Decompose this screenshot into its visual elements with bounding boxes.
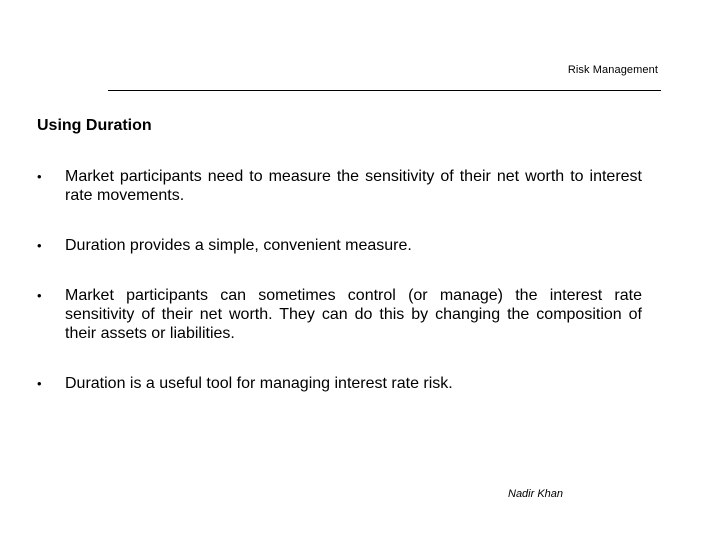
- bullet-item: [37, 286, 642, 343]
- bullet-text: Market participants need to measure the sensitivity of their net worth to interest rate movements.: [65, 168, 642, 204]
- header-divider: [108, 90, 661, 91]
- bullet-item: [37, 167, 642, 205]
- slide-title: Using Duration: [37, 117, 152, 134]
- bullet-marker: •: [37, 288, 42, 303]
- bullet-text: Duration is a useful tool for managing interest rate risk.: [65, 375, 453, 392]
- bullet-list: [37, 167, 642, 424]
- bullet-text: Market participants can sometimes control (or manage) the interest rate sensitivity of their net worth. They can do this by changing the composition of their assets or liabilities.: [65, 287, 642, 342]
- header-section-label: Risk Management: [567, 64, 658, 76]
- bullet-item: [37, 236, 642, 255]
- bullet-marker: •: [37, 238, 42, 253]
- bullet-marker: •: [37, 376, 42, 391]
- bullet-marker: •: [37, 169, 42, 184]
- author-signature: Nadir Khan: [508, 488, 564, 500]
- bullet-item: [37, 374, 642, 393]
- bullet-text: Duration provides a simple, convenient measure.: [65, 237, 412, 254]
